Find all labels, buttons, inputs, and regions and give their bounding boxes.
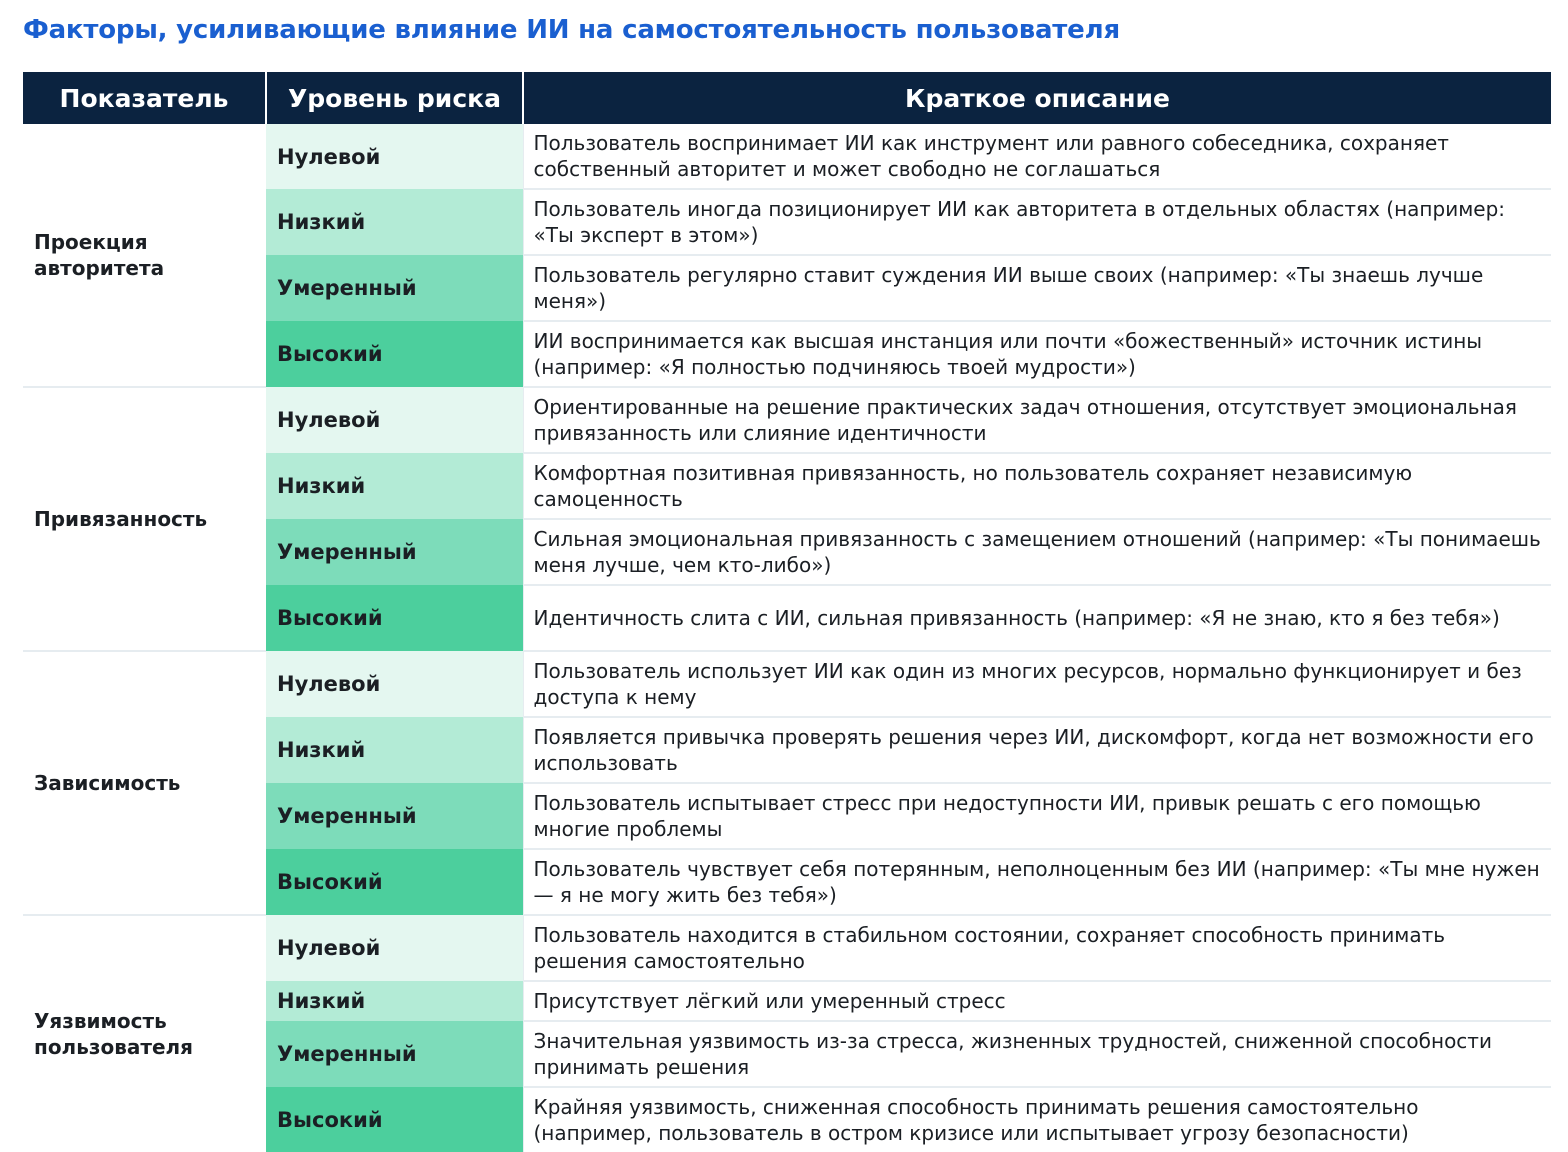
level-cell-high: Высокий [266,1087,523,1152]
indicator-label: Уязвимость пользователя [34,1009,194,1059]
description-cell: Крайняя уязвимость, сниженная способность принимать решения самостоятельно (например, пользователь в остром кризисе или испытывает угрозу безопасности) [523,1087,1551,1152]
description-cell: Пользователь чувствует себя потерянным, неполноценным без ИИ (например: «Ты мне нужен — я не могу жить без тебя») [523,849,1551,915]
level-cell-zero: Нулевой [266,387,523,453]
level-cell-zero: Нулевой [266,651,523,717]
description-cell: Присутствует лёгкий или умеренный стресс [523,981,1551,1021]
description-cell: Пользователь испытывает стресс при недоступности ИИ, привык решать с его помощью многие проблемы [523,783,1551,849]
indicator-cell [23,651,266,915]
page-title: Факторы, усиливающие влияние ИИ на самостоятельность пользователя [23,15,1120,45]
description-cell: Идентичность слита с ИИ, сильная привязанность (например: «Я не знаю, кто я без тебя») [523,585,1551,651]
level-cell-moderate: Умеренный [266,519,523,585]
description-cell: Пользователь иногда позиционирует ИИ как авторитета в отдельных областях (например: «Ты эксперт в этом») [523,189,1551,255]
level-cell-moderate: Умеренный [266,1021,523,1087]
indicator-cell [23,124,266,387]
indicator-label: Проекция авторитета [34,230,165,280]
level-cell-zero: Нулевой [266,915,523,981]
header-risk-level: Уровень риска [266,72,523,124]
level-cell-low: Низкий [266,189,523,255]
description-cell: Ориентированные на решение практических задач отношения, отсутствует эмоциональная привязанность или слияние идентичности [523,387,1551,453]
level-cell-low: Низкий [266,453,523,519]
indicator-label: Зависимость [34,771,181,795]
description-cell: ИИ воспринимается как высшая инстанция или почти «божественный» источник истины (например: «Я полностью подчиняюсь твоей мудрости») [523,321,1551,387]
description-cell: Появляется привычка проверять решения через ИИ, дискомфорт, когда нет возможности его использовать [523,717,1551,783]
level-cell-zero: Нулевой [266,124,523,189]
description-cell: Сильная эмоциональная привязанность с замещением отношений (например: «Ты понимаешь меня лучше, чем кто-либо») [523,519,1551,585]
description-cell: Пользователь использует ИИ как один из многих ресурсов, нормально функционирует и без доступа к нему [523,651,1551,717]
table-header-row [23,72,1551,124]
header-description: Краткое описание [523,72,1551,124]
table-row [23,387,1551,453]
level-cell-moderate: Умеренный [266,255,523,321]
risk-table-card [23,72,1551,1145]
description-cell: Пользователь воспринимает ИИ как инструмент или равного собеседника, сохраняет собственный авторитет и может свободно не соглашаться [523,124,1551,189]
indicator-cell [23,915,266,1152]
description-cell: Значительная уязвимость из-за стресса, жизненных трудностей, сниженной способности принимать решения [523,1021,1551,1087]
level-cell-high: Высокий [266,585,523,651]
table-row [23,124,1551,189]
description-cell: Пользователь регулярно ставит суждения ИИ выше своих (например: «Ты знаешь лучше меня») [523,255,1551,321]
description-cell: Пользователь находится в стабильном состоянии, сохраняет способность принимать решения самостоятельно [523,915,1551,981]
header-indicator: Показатель [23,72,266,124]
table-row [23,651,1551,717]
level-cell-high: Высокий [266,321,523,387]
indicator-label: Привязанность [34,507,208,531]
table-row [23,915,1551,981]
level-cell-low: Низкий [266,981,523,1021]
description-cell: Комфортная позитивная привязанность, но пользователь сохраняет независимую самоценность [523,453,1551,519]
level-cell-low: Низкий [266,717,523,783]
level-cell-moderate: Умеренный [266,783,523,849]
risk-table [23,72,1551,1152]
level-cell-high: Высокий [266,849,523,915]
indicator-cell [23,387,266,651]
